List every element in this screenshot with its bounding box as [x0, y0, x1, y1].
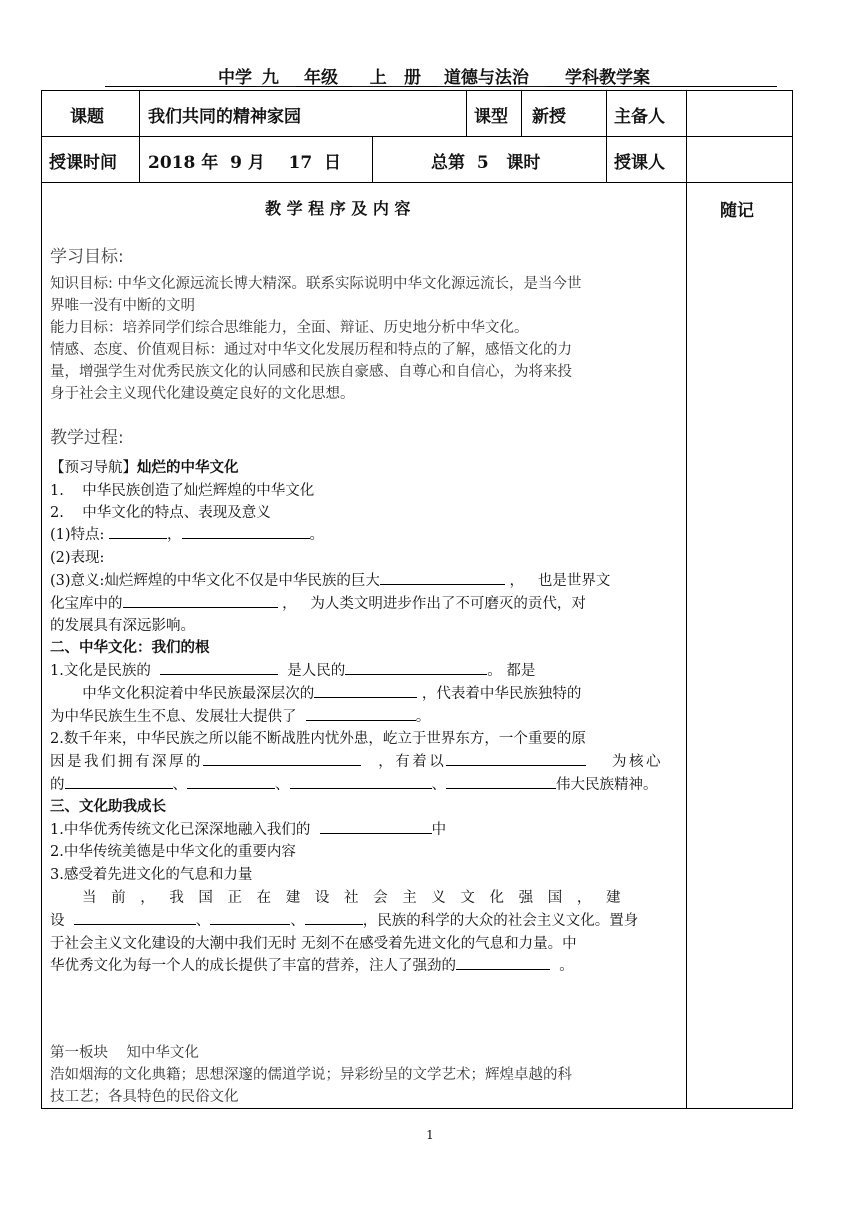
content-heading: 教 学 程 序 及 内 容 — [265, 199, 411, 218]
section-3-title: 三、文化助我成长 — [50, 798, 166, 815]
time-label: 授课时间 — [49, 153, 117, 173]
knowledge-line-1: 知识目标: 中华文化源远流长博大精深。联系实际说明中华文化源远流长，是当今世 — [50, 276, 582, 292]
s2-line-3: 为中华民族生生不息、发展壮大提供了 。 — [50, 705, 682, 726]
s2-line-5: 因是我们拥有深厚的 ，有着以 为核心 — [50, 750, 682, 771]
s3-line-7: 华优秀文化为每一个人的成长提供了丰富的营养，注人了强劲的 。 — [50, 954, 682, 975]
topic-value: 我们共同的精神家园 — [148, 107, 301, 127]
school-label: 中学 — [218, 68, 252, 88]
ability-line: 能力目标：培养同学们综合思维能力，全面、辩证、历史地分析中华文化。 — [50, 320, 529, 336]
volume-suffix: 册 — [404, 68, 421, 88]
time-value: 2018 年 9 月 17 日 — [148, 153, 341, 173]
s3-line-4: 当 前 ， 我 国 正 在 建 设 社 会 主 义 文 化 强 国 ， 建 — [82, 890, 621, 906]
meaning-line-2: 化宝库中的 ， 为人类文明进步作出了不可磨灭的贡代，对 — [50, 592, 682, 613]
s3-line-5: 设 、 、 ，民族的科学的大众的社会主义文化。置身 — [50, 909, 682, 930]
topic-label: 课题 — [70, 107, 104, 127]
meaning-line-3: 的发展具有深远影响。 — [50, 618, 195, 634]
s3-line-6: 于社会主义文化建设的大潮中我们无时 无刻不在感受着先进文化的气息和力量。中 — [50, 936, 577, 952]
section-2-title: 二、中华文化：我们的根 — [50, 639, 210, 656]
expression-line: (2)表现: — [50, 550, 105, 566]
s2-line-4: 2.数千年来，中华民族之所以能不断战胜内忧外患，屹立于世界东方，一个重要的原 — [50, 731, 586, 747]
feature-line: (1)特点: ， 。 — [50, 523, 682, 544]
teacher-label: 授课人 — [614, 153, 665, 173]
s2-line-1: 1.文化是民族的 是人民的 。 都是 — [50, 659, 682, 680]
emotion-line-1: 情感、态度、价值观目标：通过对中华文化发展历程和特点的了解，感悟文化的力 — [50, 342, 572, 358]
objectives-text — [50, 273, 682, 405]
preparer-label: 主备人 — [614, 107, 665, 127]
block-line-1: 浩如烟海的文化典籍；思想深邃的儒道学说；异彩纷呈的文学艺术；辉煌卓越的科 — [50, 1067, 572, 1083]
preview-title: 【预习导航】灿烂的中华文化 — [50, 459, 239, 476]
s2-line-6: 的 、 、 、 伟大民族精神。 — [50, 773, 682, 794]
knowledge-line-2: 界唯一没有中断的文明 — [50, 298, 195, 314]
volume-value: 上 — [369, 68, 387, 88]
page-number: 1 — [426, 1128, 434, 1142]
s3-line-1: 1.中华优秀传统文化已深深地融入我们的 中 — [50, 818, 682, 839]
block-title: 第一板块 知中华文化 — [50, 1045, 199, 1061]
type-label: 课型 — [474, 107, 508, 127]
period-value: 总第 5 课时 — [431, 153, 541, 173]
s3-line-2: 2.中华传统美德是中华文化的重要内容 — [50, 844, 296, 860]
type-value: 新授 — [532, 107, 566, 127]
grade-value: 九 — [261, 68, 279, 88]
subject-value: 道德与法治 — [443, 68, 529, 88]
s3-line-3: 3.感受着先进文化的气息和力量 — [50, 867, 253, 883]
preview-item-2: 2. 中华文化的特点、表现及意义 — [50, 505, 271, 521]
preview-item-1: 1. 中华民族创造了灿烂辉煌的中华文化 — [50, 483, 315, 499]
process-heading: 教学过程: — [50, 428, 124, 448]
objectives-heading: 学习目标: — [50, 247, 124, 267]
s2-line-2: 中华文化积淀着中华民族最深层次的 ，代表着中华民族独特的 — [50, 682, 682, 703]
emotion-line-2: 量，增强学生对优秀民族文化的认同感和民族自豪感、自尊心和自信心，为将来投 — [50, 364, 572, 380]
notes-label: 随记 — [720, 201, 754, 221]
grade-suffix: 年级 — [304, 68, 338, 88]
block-line-2: 技工艺；各具特色的民俗文化 — [50, 1089, 239, 1105]
page-title — [105, 60, 777, 87]
meaning-line-1: (3)意义:灿烂辉煌的中华文化不仅是中华民族的巨大 ， 也是世界文 — [50, 569, 682, 590]
title-suffix: 学科教学案 — [565, 68, 650, 88]
emotion-line-3: 身于社会主义现代化建设奠定良好的文化思想。 — [50, 386, 355, 402]
